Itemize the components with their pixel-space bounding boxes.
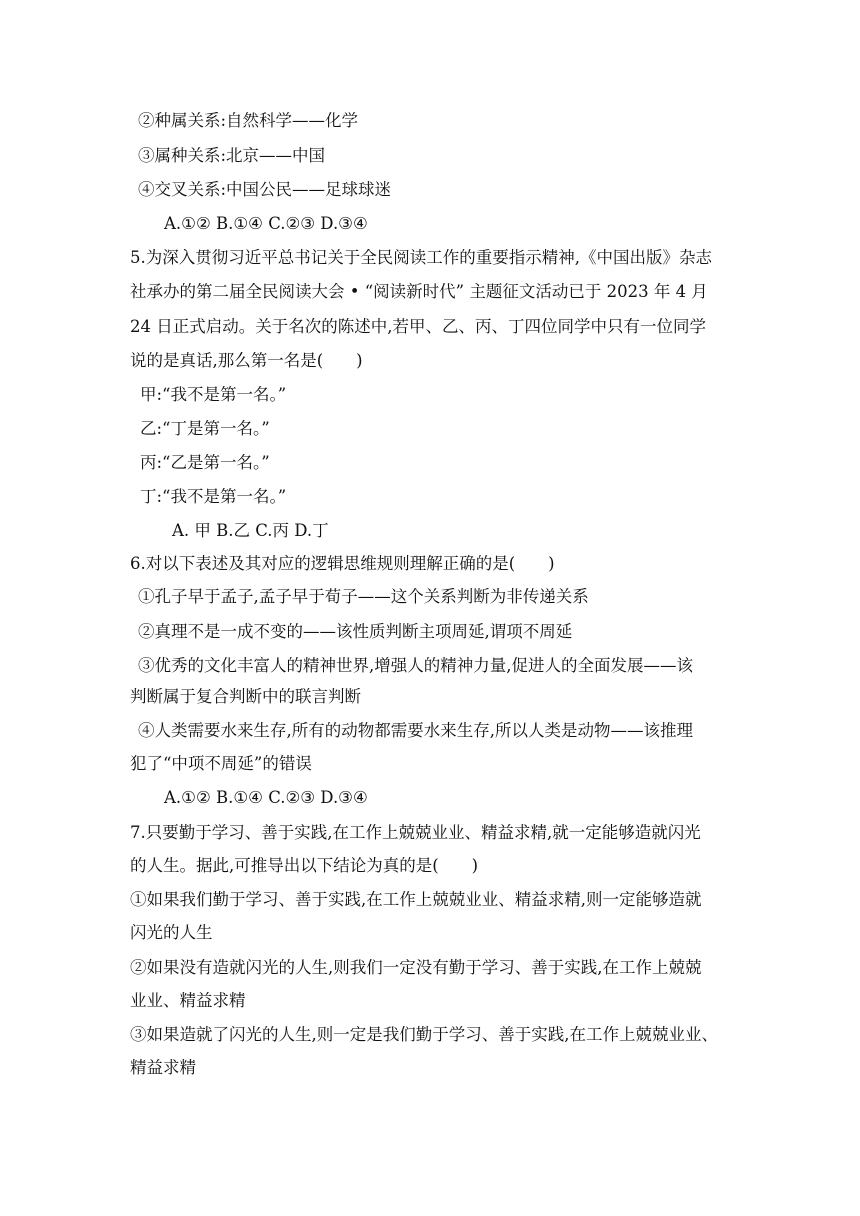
q7-item-2-line-1: ②如果没有造就闪光的人生,则我们一定没有勤于学习、善于实践,在工作上兢兢 (130, 958, 702, 977)
q7-item-2-line-2: 业业、精益求精 (130, 991, 246, 1010)
q6-stem: 6.对以下表述及其对应的逻辑思维规则理解正确的是( ) (130, 554, 555, 573)
q6-item-2: ②真理不是一成不变的——该性质判断主项周延,谓项不周延 (138, 622, 573, 641)
q6-item-1: ①孔子早于孟子,孟子早于荀子——这个关系判断为非传递关系 (138, 587, 589, 606)
q7-item-3-line-2: 精益求精 (130, 1058, 196, 1077)
q5-statement-yi: 乙:“丁是第一名。” (140, 419, 270, 438)
q6-item-4-line-2: 犯了“中项不周延”的错误 (130, 754, 312, 773)
q6-options: A.①② B.①④ C.②③ D.③④ (164, 788, 368, 807)
q7-stem-line-1: 7.只要勤于学习、善于实践,在工作上兢兢业业、精益求精,就一定能够造就闪光 (130, 823, 701, 842)
q5-statement-bing: 丙:“乙是第一名。” (140, 453, 270, 472)
q6-item-3-line-1: ③优秀的文化丰富人的精神世界,增强人的精神力量,促进人的全面发展——该 (138, 656, 693, 675)
q4-item-4: ④交叉关系:中国公民——足球球迷 (138, 180, 392, 199)
q5-stem-line-2: 社承办的第二届全民阅读大会 • “阅读新时代” 主题征文活动已于 2023 年 4 月 (130, 282, 708, 301)
q7-item-1-line-1: ①如果我们勤于学习、善于实践,在工作上兢兢业业、精益求精,则一定能够造就 (130, 890, 702, 909)
q7-stem-line-2: 的人生。据此,可推导出以下结论为真的是( ) (130, 856, 479, 875)
q4-options: A.①② B.①④ C.②③ D.③④ (164, 214, 368, 233)
q4-item-3: ③属种关系:北京——中国 (138, 146, 326, 165)
q5-stem-line-4: 说的是真话,那么第一名是( ) (130, 351, 363, 370)
q7-item-3-line-1: ③如果造就了闪光的人生,则一定是我们勤于学习、善于实践,在工作上兢兢业业、 (130, 1025, 718, 1044)
q5-statement-jia: 甲:“我不是第一名。” (140, 385, 287, 404)
q5-stem-line-3: 24 日正式启动。关于名次的陈述中,若甲、乙、丙、丁四位同学中只有一位同学 (130, 317, 706, 336)
q6-item-3-line-2: 判断属于复合判断中的联言判断 (130, 687, 361, 706)
q6-item-4-line-1: ④人类需要水来生存,所有的动物都需要水来生存,所以人类是动物——该推理 (138, 721, 693, 740)
q5-statement-ding: 丁:“我不是第一名。” (140, 487, 287, 506)
q5-options: A. 甲 B.乙 C.丙 D.丁 (172, 521, 329, 540)
q4-item-2: ②种属关系:自然科学——化学 (138, 111, 359, 130)
q7-item-1-line-2: 闪光的人生 (130, 923, 213, 942)
q5-stem-line-1: 5.为深入贯彻习近平总书记关于全民阅读工作的重要指示精神,《中国出版》杂志 (130, 248, 712, 267)
